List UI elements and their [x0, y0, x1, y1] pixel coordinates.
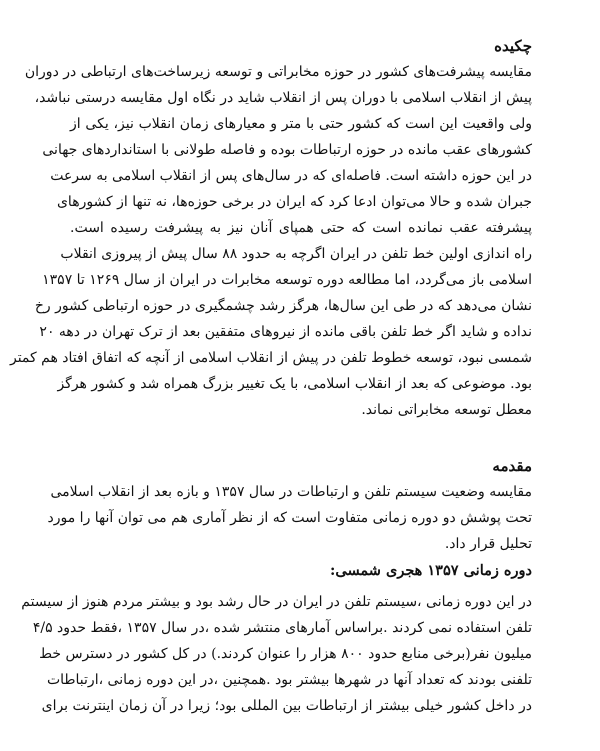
intro-line: تحلیل قرار داد.	[444, 536, 532, 552]
abstract-heading: چکیده	[494, 37, 532, 55]
period-heading: دوره زمانی ۱۳۵۷ هجری شمسی:	[330, 562, 532, 579]
abstract-line: کشورهای عقب مانده در حوزه ارتباطات بوده و فاصله طولانی با استانداردهای جهانی	[42, 142, 532, 158]
abstract-line: معطل توسعه مخابراتی نماند.	[361, 402, 532, 418]
abstract-line: جبران شده و حالا می‌توان ادعا کرد که ایران در برخی حوزه‌ها، نه تنها از کشورهای	[56, 194, 532, 210]
abstract-line: پیشرفته عقب نمانده است که حتی همپای آنان نیز به پیشرفت رسیده است.	[70, 220, 532, 236]
abstract-line: ولی واقعیت این است که کشور حتی با متر و معیارهای زمان انقلاب نیز، یکی از	[70, 116, 532, 132]
abstract-line: نداده و شاید اگر خط تلفن باقی مانده از نیروهای متفقین بعد از ترک تهران در دهه ۲۰	[39, 324, 532, 340]
abstract-line: مقایسه پیشرفت‌های کشور در حوزه مخابراتی و توسعه زیرساخت‌های ارتباطی در دوران	[24, 64, 532, 80]
abstract-line: راه اندازی اولین خط تلفن در ایران اگرچه به حدود ۸۸ سال پیش از پیروزی انقلاب	[60, 246, 532, 262]
period-line: در این دوره زمانی ،سیستم تلفن در ایران در حال رشد بود و بیشتر مردم هنوز از سیستم	[21, 594, 532, 610]
abstract-line: اسلامی باز می‌گردد، اما مطالعه دوره توسعه مخابرات در ایران از سال ۱۲۶۹ تا ۱۳۵۷	[42, 272, 532, 288]
intro-line: مقایسه وضعیت سیستم تلفن و ارتباطات در سال ۱۳۵۷ و بازه بعد از انقلاب اسلامی	[50, 484, 532, 500]
abstract-line: شمسی نبود، توسعه خطوط تلفن در پیش از انقلاب اسلامی از آنچه که اتفاق افتاد هم کمتر	[9, 350, 532, 366]
period-line: تلفنی بودند که تعداد آنها در شهرها بیشتر بود .همچنین ،در این دوره زمانی ،ارتباطات	[46, 672, 532, 688]
abstract-line: بود. موضوعی که بعد از انقلاب اسلامی، با یک تغییر بزرگ همراه شد و کشور هرگز	[57, 376, 532, 392]
abstract-line: در این حوزه داشته است. فاصله‌ای که در سال‌های پس از انقلاب اسلامی به سرعت	[50, 168, 532, 184]
period-line: تلفن استفاده نمی کردند .براساس آمارهای منتشر شده ،در سال ۱۳۵۷ ،فقط حدود ۴/۵	[32, 620, 532, 636]
abstract-line: نشان می‌دهد که در طی این سال‌ها، هرگز رشد چشمگیری در حوزه ارتباطی کشور رخ	[34, 298, 532, 314]
period-line: در داخل کشور خیلی بیشتر از ارتباطات بین المللی بود؛ زیرا در آن زمان اینترنت برای	[41, 698, 532, 714]
intro-line: تحت پوشش دو دوره زمانی متفاوت است که از نظر آماری هم می توان آنها را مورد	[47, 510, 532, 526]
intro-heading: مقدمه	[492, 457, 532, 475]
abstract-line: پیش از انقلاب اسلامی با دوران پس از انقلاب شاید در نگاه اول مقایسه درستی نباشد،	[34, 90, 532, 106]
period-line: میلیون نفر(برخی منابع حدود ۸۰۰ هزار را عنوان کردند.) در کل کشور در دسترس خط	[39, 646, 532, 662]
